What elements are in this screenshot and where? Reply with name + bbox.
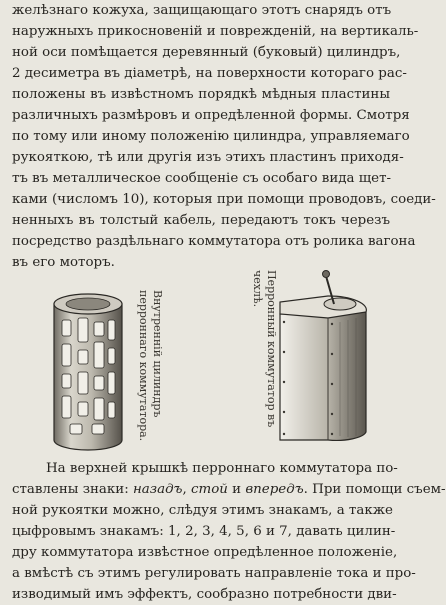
text-line: различныхъ размѣровъ и опредѣленной формы. Смотря (12, 108, 410, 123)
text-line: ненныхъ въ толстый кабель, передаютъ токъ черезъ (12, 213, 390, 228)
commutator-illustration (270, 262, 370, 452)
sign-back: назадъ (132, 482, 183, 497)
text-line: рукояткою, тѣ или другія изъ этихъ пластинъ приходя- (12, 150, 404, 165)
text-line: наружныхъ прикосновеній и поврежденій, на вертикаль- (12, 24, 419, 39)
text-line-with-signs: ставлены знаки: назадъ, стой и впередъ. При помощи съем- (12, 482, 446, 497)
text-line: На верхней крышкѣ перроннаго коммутатора по- (46, 461, 398, 476)
text-fragment: . При помощи съем- (303, 482, 446, 497)
text-line: положены въ извѣстномъ порядкѣ мѣдныя пластины (12, 87, 390, 102)
figure-inner-cylinder (40, 290, 170, 460)
sign-stop: стой (191, 482, 228, 497)
text-line: по тому или иному положенію цилиндра, управляемаго (12, 129, 410, 144)
text-line: а вмѣстѣ съ этимъ регулировать направленіе тока и про- (12, 566, 416, 581)
text-line: въ его моторъ. (12, 255, 115, 270)
figure-commutator-casing (248, 262, 388, 452)
text-line: изводимый имъ эффектъ, сообразно потребности дви- (12, 587, 397, 602)
text-line: ками (числомъ 10), которыя при помощи проводовъ, соеди- (12, 192, 436, 207)
text-line: ной рукоятки можно, слѣдуя этимъ знакамъ, а также (12, 503, 393, 518)
sign-forward: впередъ (245, 482, 304, 497)
cylinder-illustration (48, 290, 128, 455)
text-line: цыфровымъ знакамъ: 1, 2, 3, 4, 5, 6 и 7, давать цилин- (12, 524, 396, 539)
figure-caption-inner-cylinder: Внутренній цилиндръ перроннаго коммутатора. (137, 290, 164, 442)
bottom-paragraph (12, 458, 446, 605)
text-line: ной оси помѣщается деревянный (буковый) цилиндръ, (12, 45, 401, 60)
text-line: тъ въ металлическое сообщеніе съ особаго вида щет- (12, 171, 392, 186)
top-paragraph (12, 0, 436, 273)
text-fragment: ставлены знаки: (12, 482, 129, 497)
text-line: 2 десиметра въ діаметрѣ, на поверхности котораго рас- (12, 66, 407, 81)
text-line: посредство раздѣльнаго коммутатора отъ ролика вагона (12, 234, 416, 249)
text-line: желѣзнаго кожуха, защищающаго этотъ снарядъ отъ (12, 3, 392, 18)
figure-caption-commutator-casing: Перронный коммутатор въ чехлѣ. (251, 270, 278, 428)
text-fragment: и (232, 482, 242, 497)
text-line: дру коммутатора извѣстное опредѣленное положеніе, (12, 545, 398, 560)
